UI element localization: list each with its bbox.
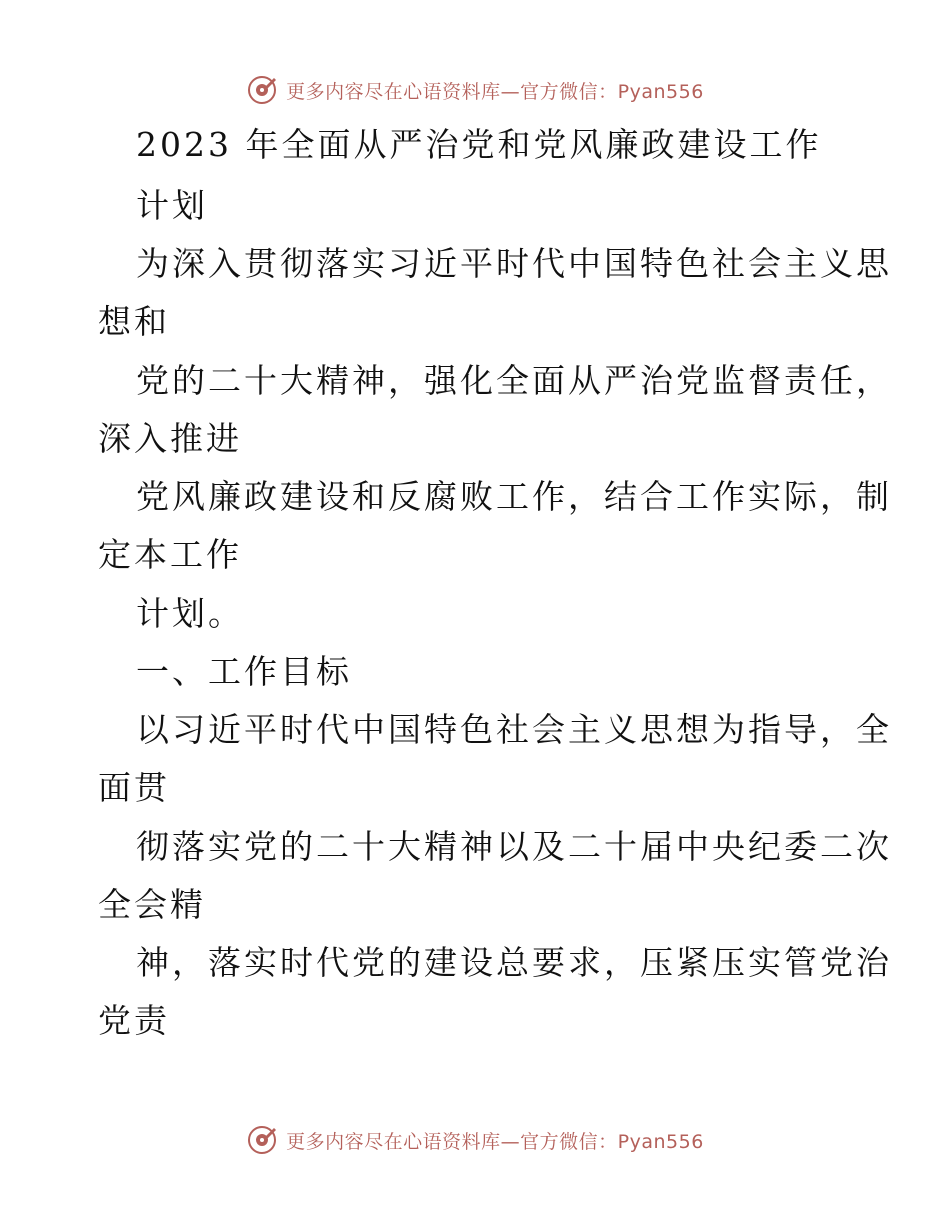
paragraph-line: 以习近平时代中国特色社会主义思想为指导，全 — [136, 710, 892, 749]
document-title: 2023 年全面从严治党和党风廉政建设工作 — [136, 125, 822, 164]
paragraph-line: 为深入贯彻落实习近平时代中国特色社会主义思 — [136, 244, 892, 283]
paragraph-line: 党风廉政建设和反腐败工作，结合工作实际，制 — [136, 477, 892, 516]
paragraph-line: 党责 — [98, 1001, 170, 1040]
paragraph-line: 深入推进 — [98, 419, 242, 458]
quill-logo-icon — [246, 1124, 278, 1156]
paragraph-line: 定本工作 — [98, 535, 242, 574]
watermark-text: 更多内容尽在心语资料库—官方微信：Pyan556 — [286, 80, 704, 103]
footer-watermark — [0, 1122, 950, 1158]
quill-logo-icon — [246, 74, 278, 106]
paragraph-line: 计划。 — [136, 594, 244, 633]
paragraph-line: 彻落实党的二十大精神以及二十届中央纪委二次 — [136, 827, 892, 866]
paragraph-line: 面贯 — [98, 768, 170, 807]
section-heading: 一、工作目标 — [136, 652, 352, 691]
document-title-continued: 计划 — [136, 186, 208, 225]
paragraph-line: 全会精 — [98, 885, 206, 924]
header-watermark — [0, 72, 950, 108]
paragraph-line: 神，落实时代党的建设总要求，压紧压实管党治 — [136, 943, 892, 982]
paragraph-line: 党的二十大精神，强化全面从严治党监督责任， — [136, 361, 892, 400]
watermark-text: 更多内容尽在心语资料库—官方微信：Pyan556 — [286, 1130, 704, 1153]
paragraph-line: 想和 — [98, 302, 170, 341]
